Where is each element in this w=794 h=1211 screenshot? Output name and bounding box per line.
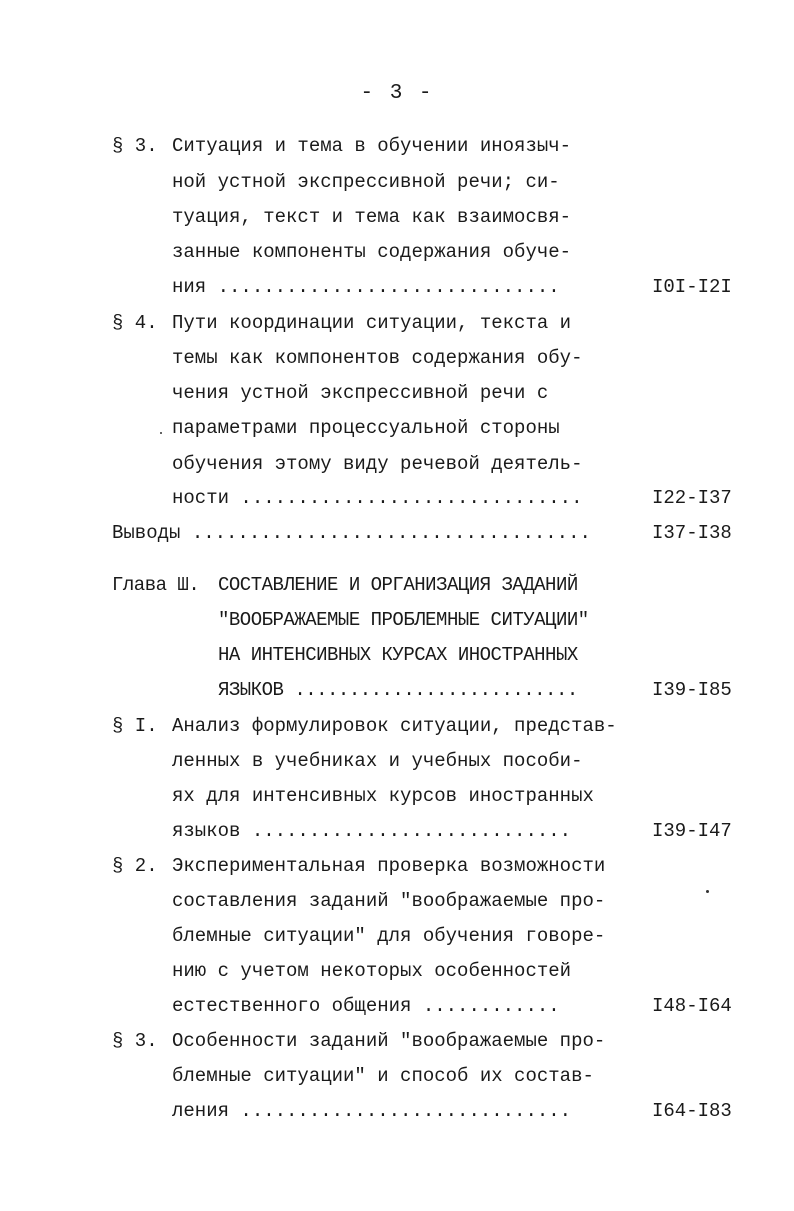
entry-text-line: чения устной экспрессивной речи с [172,382,549,404]
entry-text-line: ленных в учебниках и учебных пособи- [172,750,583,772]
entry-text-line: Особенности заданий "воображаемые про- [172,1030,606,1052]
page-range: I22-I37 [652,487,732,509]
entry-text-line: Экспериментальная проверка возможности [172,855,606,877]
page-number: - 3 - [360,82,434,105]
section-marker: § 4. [112,312,158,334]
page-range: I37-I38 [652,522,732,544]
entry-text-line: блемные ситуации" и способ их состав- [172,1065,594,1087]
entry-text-line: занные компоненты содержания обуче- [172,241,572,263]
entry-leader-line: Выводы ................................... [112,522,591,544]
page-range: I64-I83 [652,1100,732,1122]
entry-text-line: Анализ формулировок ситуации, представ- [172,715,617,737]
section-marker: § I. [112,715,158,737]
entry-text-line: Пути координации ситуации, текста и [172,312,572,334]
entry-text-line: блемные ситуации" для обучения говоре- [172,925,606,947]
entry-leader-line: ления ............................. [172,1100,572,1122]
entry-text-line: обучения этому виду речевой деятель- [172,453,583,475]
chapter-marker: Глава Ш. [112,574,200,596]
chapter-title-line: НА ИНТЕНСИВНЫХ КУРСАХ ИНОСТРАННЫХ [218,644,578,666]
entry-text-line: нию с учетом некоторых особенностей [172,960,572,982]
entry-text-line: ях для интенсивных курсов иностранных [172,785,594,807]
section-marker: § 2. [112,855,158,877]
entry-text-line: составления заданий "воображаемые про- [172,890,606,912]
entry-leader-line: естественного общения ............ [172,995,560,1017]
entry-text-line: туация, текст и тема как взаимосвя- [172,206,572,228]
scan-speck [160,432,162,434]
entry-text-line: параметрами процессуальной стороны [172,417,560,439]
chapter-title-line: "ВООБРАЖАЕМЫЕ ПРОБЛЕМНЫЕ СИТУАЦИИ" [218,609,589,631]
entry-text-line: ной устной экспрессивной речи; си- [172,171,560,193]
section-marker: § 3. [112,135,158,157]
entry-leader-line: ности .............................. [172,487,583,509]
page-range: I48-I64 [652,995,732,1017]
page-range: I39-I47 [652,820,732,842]
page-range: I0I-I2I [652,276,732,298]
section-marker: § 3. [112,1030,158,1052]
page-range: I39-I85 [652,679,732,701]
chapter-title-line: СОСТАВЛЕНИЕ И ОРГАНИЗАЦИЯ ЗАДАНИЙ [218,574,578,596]
entry-leader-line: языков ............................ [172,820,572,842]
entry-leader-line: ния .............................. [172,276,560,298]
entry-leader-line: ЯЗЫКОВ .......................... [218,679,578,701]
entry-text-line: темы как компонентов содержания обу- [172,347,583,369]
scan-speck [706,890,709,893]
entry-text-line: Ситуация и тема в обучении иноязыч- [172,135,572,157]
